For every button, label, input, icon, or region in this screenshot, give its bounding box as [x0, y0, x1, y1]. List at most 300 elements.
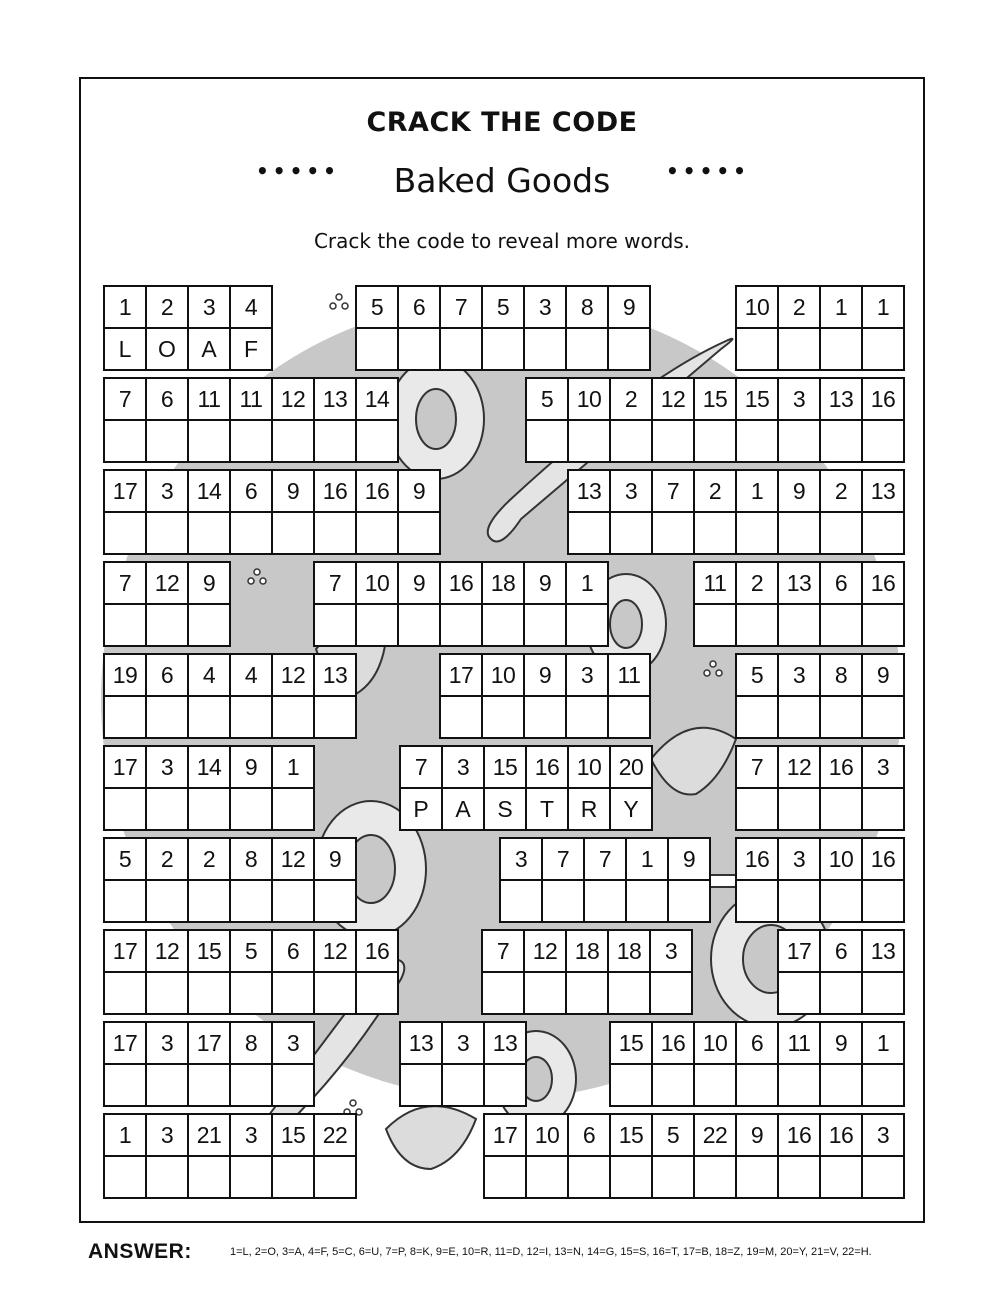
cell-letter[interactable] [863, 789, 903, 829]
cell-letter[interactable] [273, 513, 313, 553]
letter-cell[interactable] [525, 287, 567, 371]
letter-cell[interactable] [231, 839, 273, 923]
cell-letter[interactable] [315, 1157, 355, 1197]
cell-letter[interactable] [231, 697, 271, 737]
letter-cell[interactable] [273, 839, 315, 923]
letter-cell[interactable] [189, 563, 231, 647]
letter-cell[interactable] [821, 747, 863, 831]
cell-letter[interactable] [863, 697, 903, 737]
cell-letter[interactable]: Y [623, 795, 639, 822]
letter-cell[interactable] [611, 1115, 653, 1199]
letter-cell[interactable] [611, 379, 653, 463]
cell-letter[interactable] [737, 1065, 777, 1105]
letter-cell[interactable] [695, 1115, 737, 1199]
letter-cell[interactable] [779, 839, 821, 923]
cell-letter[interactable] [501, 881, 541, 921]
cell-letter[interactable]: L [118, 335, 132, 362]
cell-letter[interactable] [585, 881, 625, 921]
cell-letter[interactable] [567, 605, 607, 645]
letter-cell[interactable] [485, 1023, 527, 1107]
cell-letter[interactable] [441, 697, 481, 737]
cell-letter[interactable] [525, 973, 565, 1013]
cell-letter[interactable] [105, 697, 145, 737]
cell-letter[interactable] [653, 513, 693, 553]
cell-letter[interactable] [485, 1157, 525, 1197]
letter-cell[interactable] [821, 1115, 863, 1199]
letter-cell[interactable] [863, 563, 905, 647]
letter-cell[interactable] [315, 655, 357, 739]
cell-letter[interactable] [189, 513, 229, 553]
letter-cell[interactable] [863, 379, 905, 463]
letter-cell[interactable] [501, 839, 543, 923]
cell-letter[interactable] [357, 605, 397, 645]
letter-cell[interactable] [189, 471, 231, 555]
letter-cell[interactable] [273, 1115, 315, 1199]
letter-cell[interactable] [315, 931, 357, 1015]
cell-letter[interactable] [779, 605, 819, 645]
letter-cell[interactable] [863, 655, 905, 739]
cell-letter[interactable] [315, 421, 355, 461]
cell-letter[interactable] [105, 973, 145, 1013]
cell-letter[interactable] [525, 697, 565, 737]
letter-cell[interactable] [105, 563, 147, 647]
cell-letter[interactable] [821, 881, 861, 921]
letter-cell[interactable] [611, 747, 653, 831]
cell-letter[interactable] [273, 1157, 313, 1197]
cell-letter[interactable] [695, 513, 735, 553]
letter-cell[interactable] [105, 655, 147, 739]
letter-cell[interactable] [231, 287, 273, 371]
cell-letter[interactable] [357, 513, 397, 553]
letter-cell[interactable] [189, 655, 231, 739]
cell-letter[interactable] [273, 881, 313, 921]
cell-letter[interactable] [189, 697, 229, 737]
cell-letter[interactable] [315, 513, 355, 553]
cell-letter[interactable] [189, 1065, 229, 1105]
letter-cell[interactable] [609, 931, 651, 1015]
cell-letter[interactable] [189, 421, 229, 461]
letter-cell[interactable] [105, 1115, 147, 1199]
letter-cell[interactable] [443, 747, 485, 831]
letter-cell[interactable] [485, 747, 527, 831]
cell-letter[interactable] [611, 513, 651, 553]
cell-letter[interactable] [189, 881, 229, 921]
letter-cell[interactable] [189, 1023, 231, 1107]
cell-letter[interactable] [821, 1157, 861, 1197]
cell-letter[interactable] [779, 881, 819, 921]
letter-cell[interactable] [399, 563, 441, 647]
cell-letter[interactable] [147, 881, 187, 921]
letter-cell[interactable] [653, 379, 695, 463]
letter-cell[interactable] [821, 379, 863, 463]
cell-letter[interactable] [737, 789, 777, 829]
letter-cell[interactable] [315, 471, 357, 555]
letter-cell[interactable] [863, 471, 905, 555]
cell-letter[interactable] [525, 329, 565, 369]
letter-cell[interactable] [147, 931, 189, 1015]
cell-letter[interactable] [231, 973, 271, 1013]
letter-cell[interactable] [653, 471, 695, 555]
letter-cell[interactable] [483, 655, 525, 739]
cell-letter[interactable]: T [539, 795, 555, 822]
cell-letter[interactable] [779, 329, 819, 369]
cell-letter[interactable] [315, 881, 355, 921]
cell-letter[interactable] [695, 605, 735, 645]
letter-cell[interactable] [147, 839, 189, 923]
cell-letter[interactable] [737, 697, 777, 737]
letter-cell[interactable] [231, 1023, 273, 1107]
cell-letter[interactable]: F [243, 335, 259, 362]
letter-cell[interactable] [653, 1115, 695, 1199]
cell-letter[interactable] [737, 605, 777, 645]
letter-cell[interactable] [567, 931, 609, 1015]
cell-letter[interactable] [189, 973, 229, 1013]
letter-cell[interactable] [357, 563, 399, 647]
cell-letter[interactable] [627, 881, 667, 921]
letter-cell[interactable] [863, 1023, 905, 1107]
cell-letter[interactable] [779, 697, 819, 737]
cell-letter[interactable] [779, 1065, 819, 1105]
letter-cell[interactable] [695, 379, 737, 463]
cell-letter[interactable] [231, 513, 271, 553]
letter-cell[interactable] [189, 1115, 231, 1199]
letter-cell[interactable] [105, 287, 147, 371]
letter-cell[interactable] [567, 563, 609, 647]
letter-cell[interactable] [737, 471, 779, 555]
letter-cell[interactable] [105, 931, 147, 1015]
letter-cell[interactable] [863, 1115, 905, 1199]
cell-letter[interactable] [483, 605, 523, 645]
cell-letter[interactable] [821, 605, 861, 645]
cell-letter[interactable] [357, 421, 397, 461]
cell-letter[interactable] [821, 789, 861, 829]
cell-letter[interactable] [189, 1157, 229, 1197]
letter-cell[interactable] [105, 839, 147, 923]
cell-letter[interactable] [821, 329, 861, 369]
letter-cell[interactable] [863, 839, 905, 923]
letter-cell[interactable] [609, 287, 651, 371]
letter-cell[interactable] [779, 747, 821, 831]
cell-letter[interactable] [543, 881, 583, 921]
letter-cell[interactable] [441, 287, 483, 371]
letter-cell[interactable] [779, 287, 821, 371]
letter-cell[interactable] [569, 747, 611, 831]
cell-letter[interactable] [525, 605, 565, 645]
letter-cell[interactable] [273, 379, 315, 463]
cell-letter[interactable] [147, 697, 187, 737]
cell-letter[interactable]: A [201, 335, 217, 362]
cell-letter[interactable] [315, 697, 355, 737]
cell-letter[interactable] [483, 329, 523, 369]
cell-letter[interactable] [483, 973, 523, 1013]
cell-letter[interactable] [105, 881, 145, 921]
cell-letter[interactable] [779, 789, 819, 829]
cell-letter[interactable] [779, 513, 819, 553]
letter-cell[interactable] [627, 839, 669, 923]
cell-letter[interactable]: S [497, 795, 513, 822]
letter-cell[interactable] [695, 471, 737, 555]
letter-cell[interactable] [695, 1023, 737, 1107]
letter-cell[interactable] [863, 287, 905, 371]
cell-letter[interactable] [863, 973, 903, 1013]
letter-cell[interactable] [569, 471, 611, 555]
cell-letter[interactable] [609, 697, 649, 737]
letter-cell[interactable] [585, 839, 627, 923]
letter-cell[interactable] [525, 655, 567, 739]
letter-cell[interactable] [105, 379, 147, 463]
letter-cell[interactable] [669, 839, 711, 923]
cell-letter[interactable] [821, 973, 861, 1013]
cell-letter[interactable] [863, 421, 903, 461]
letter-cell[interactable] [147, 747, 189, 831]
letter-cell[interactable] [231, 471, 273, 555]
letter-cell[interactable] [189, 931, 231, 1015]
letter-cell[interactable] [401, 747, 443, 831]
cell-letter[interactable] [653, 421, 693, 461]
letter-cell[interactable] [483, 931, 525, 1015]
cell-letter[interactable]: P [413, 795, 429, 822]
letter-cell[interactable] [231, 379, 273, 463]
letter-cell[interactable] [779, 563, 821, 647]
cell-letter[interactable] [821, 421, 861, 461]
letter-cell[interactable] [651, 931, 693, 1015]
letter-cell[interactable] [525, 563, 567, 647]
letter-cell[interactable] [147, 379, 189, 463]
cell-letter[interactable] [527, 421, 567, 461]
letter-cell[interactable] [105, 747, 147, 831]
cell-letter[interactable] [485, 1065, 525, 1105]
letter-cell[interactable] [273, 471, 315, 555]
cell-letter[interactable] [611, 421, 651, 461]
letter-cell[interactable] [779, 379, 821, 463]
letter-cell[interactable] [147, 471, 189, 555]
cell-letter[interactable]: O [158, 335, 176, 362]
letter-cell[interactable] [483, 287, 525, 371]
letter-cell[interactable] [737, 1115, 779, 1199]
letter-cell[interactable] [441, 563, 483, 647]
letter-cell[interactable] [527, 379, 569, 463]
cell-letter[interactable] [147, 1065, 187, 1105]
letter-cell[interactable] [273, 655, 315, 739]
letter-cell[interactable] [779, 655, 821, 739]
cell-letter[interactable] [737, 329, 777, 369]
letter-cell[interactable] [189, 379, 231, 463]
letter-cell[interactable] [441, 655, 483, 739]
cell-letter[interactable] [273, 421, 313, 461]
letter-cell[interactable] [611, 471, 653, 555]
cell-letter[interactable]: R [580, 795, 598, 822]
letter-cell[interactable] [821, 1023, 863, 1107]
letter-cell[interactable] [779, 1115, 821, 1199]
cell-letter[interactable] [273, 789, 313, 829]
letter-cell[interactable] [273, 747, 315, 831]
cell-letter[interactable] [315, 973, 355, 1013]
cell-letter[interactable] [189, 605, 229, 645]
letter-cell[interactable] [863, 747, 905, 831]
cell-letter[interactable] [695, 1065, 735, 1105]
cell-letter[interactable] [399, 605, 439, 645]
letter-cell[interactable] [863, 931, 905, 1015]
letter-cell[interactable] [527, 1115, 569, 1199]
cell-letter[interactable] [273, 1065, 313, 1105]
letter-cell[interactable] [357, 379, 399, 463]
letter-cell[interactable] [399, 471, 441, 555]
letter-cell[interactable] [611, 1023, 653, 1107]
letter-cell[interactable] [273, 1023, 315, 1107]
cell-letter[interactable] [441, 329, 481, 369]
cell-letter[interactable] [105, 789, 145, 829]
cell-letter[interactable] [443, 1065, 483, 1105]
letter-cell[interactable] [737, 563, 779, 647]
letter-cell[interactable] [147, 1115, 189, 1199]
cell-letter[interactable]: A [455, 795, 471, 822]
letter-cell[interactable] [525, 931, 567, 1015]
letter-cell[interactable] [401, 1023, 443, 1107]
cell-letter[interactable] [399, 513, 439, 553]
letter-cell[interactable] [147, 287, 189, 371]
cell-letter[interactable] [231, 1157, 271, 1197]
cell-letter[interactable] [357, 973, 397, 1013]
letter-cell[interactable] [357, 287, 399, 371]
cell-letter[interactable] [821, 513, 861, 553]
cell-letter[interactable] [669, 881, 709, 921]
cell-letter[interactable] [779, 421, 819, 461]
letter-cell[interactable] [569, 1115, 611, 1199]
cell-letter[interactable] [231, 789, 271, 829]
letter-cell[interactable] [315, 563, 357, 647]
cell-letter[interactable] [231, 1065, 271, 1105]
letter-cell[interactable] [737, 379, 779, 463]
cell-letter[interactable] [105, 1157, 145, 1197]
letter-cell[interactable] [357, 931, 399, 1015]
cell-letter[interactable] [611, 1065, 651, 1105]
cell-letter[interactable] [399, 329, 439, 369]
cell-letter[interactable] [695, 421, 735, 461]
letter-cell[interactable] [105, 471, 147, 555]
letter-cell[interactable] [779, 1023, 821, 1107]
cell-letter[interactable] [189, 789, 229, 829]
letter-cell[interactable] [737, 287, 779, 371]
letter-cell[interactable] [821, 287, 863, 371]
letter-cell[interactable] [399, 287, 441, 371]
letter-cell[interactable] [653, 1023, 695, 1107]
letter-cell[interactable] [231, 747, 273, 831]
cell-letter[interactable] [569, 1157, 609, 1197]
letter-cell[interactable] [231, 1115, 273, 1199]
letter-cell[interactable] [189, 287, 231, 371]
cell-letter[interactable] [147, 605, 187, 645]
letter-cell[interactable] [569, 379, 611, 463]
cell-letter[interactable] [863, 513, 903, 553]
cell-letter[interactable] [821, 1065, 861, 1105]
letter-cell[interactable] [821, 931, 863, 1015]
letter-cell[interactable] [315, 379, 357, 463]
letter-cell[interactable] [147, 1023, 189, 1107]
cell-letter[interactable] [105, 513, 145, 553]
letter-cell[interactable] [147, 563, 189, 647]
letter-cell[interactable] [567, 287, 609, 371]
cell-letter[interactable] [401, 1065, 441, 1105]
letter-cell[interactable] [779, 931, 821, 1015]
cell-letter[interactable] [441, 605, 481, 645]
letter-cell[interactable] [443, 1023, 485, 1107]
cell-letter[interactable] [483, 697, 523, 737]
cell-letter[interactable] [863, 329, 903, 369]
cell-letter[interactable] [567, 697, 607, 737]
cell-letter[interactable] [695, 1157, 735, 1197]
letter-cell[interactable] [231, 931, 273, 1015]
letter-cell[interactable] [485, 1115, 527, 1199]
letter-cell[interactable] [105, 1023, 147, 1107]
cell-letter[interactable] [611, 1157, 651, 1197]
letter-cell[interactable] [737, 747, 779, 831]
letter-cell[interactable] [695, 563, 737, 647]
cell-letter[interactable] [147, 421, 187, 461]
cell-letter[interactable] [863, 605, 903, 645]
cell-letter[interactable] [357, 329, 397, 369]
cell-letter[interactable] [147, 1157, 187, 1197]
letter-cell[interactable] [315, 1115, 357, 1199]
cell-letter[interactable] [863, 881, 903, 921]
letter-cell[interactable] [231, 655, 273, 739]
cell-letter[interactable] [779, 973, 819, 1013]
cell-letter[interactable] [273, 973, 313, 1013]
cell-letter[interactable] [737, 513, 777, 553]
letter-cell[interactable] [483, 563, 525, 647]
cell-letter[interactable] [105, 421, 145, 461]
letter-cell[interactable] [543, 839, 585, 923]
cell-letter[interactable] [105, 605, 145, 645]
cell-letter[interactable] [653, 1157, 693, 1197]
letter-cell[interactable] [147, 655, 189, 739]
cell-letter[interactable] [105, 1065, 145, 1105]
cell-letter[interactable] [147, 973, 187, 1013]
letter-cell[interactable] [567, 655, 609, 739]
letter-cell[interactable] [821, 471, 863, 555]
cell-letter[interactable] [569, 421, 609, 461]
cell-letter[interactable] [569, 513, 609, 553]
cell-letter[interactable] [567, 973, 607, 1013]
cell-letter[interactable] [737, 421, 777, 461]
letter-cell[interactable] [527, 747, 569, 831]
cell-letter[interactable] [147, 513, 187, 553]
cell-letter[interactable] [609, 329, 649, 369]
letter-cell[interactable] [821, 563, 863, 647]
letter-cell[interactable] [315, 839, 357, 923]
cell-letter[interactable] [609, 973, 649, 1013]
letter-cell[interactable] [609, 655, 651, 739]
letter-cell[interactable] [779, 471, 821, 555]
cell-letter[interactable] [147, 789, 187, 829]
cell-letter[interactable] [567, 329, 607, 369]
cell-letter[interactable] [863, 1157, 903, 1197]
cell-letter[interactable] [231, 421, 271, 461]
cell-letter[interactable] [737, 881, 777, 921]
letter-cell[interactable] [737, 839, 779, 923]
cell-letter[interactable] [863, 1065, 903, 1105]
cell-letter[interactable] [821, 697, 861, 737]
letter-cell[interactable] [189, 747, 231, 831]
cell-letter[interactable] [653, 1065, 693, 1105]
letter-cell[interactable] [357, 471, 399, 555]
cell-letter[interactable] [527, 1157, 567, 1197]
letter-cell[interactable] [273, 931, 315, 1015]
letter-cell[interactable] [737, 1023, 779, 1107]
letter-cell[interactable] [189, 839, 231, 923]
cell-letter[interactable] [273, 697, 313, 737]
cell-letter[interactable] [651, 973, 691, 1013]
cell-letter[interactable] [737, 1157, 777, 1197]
